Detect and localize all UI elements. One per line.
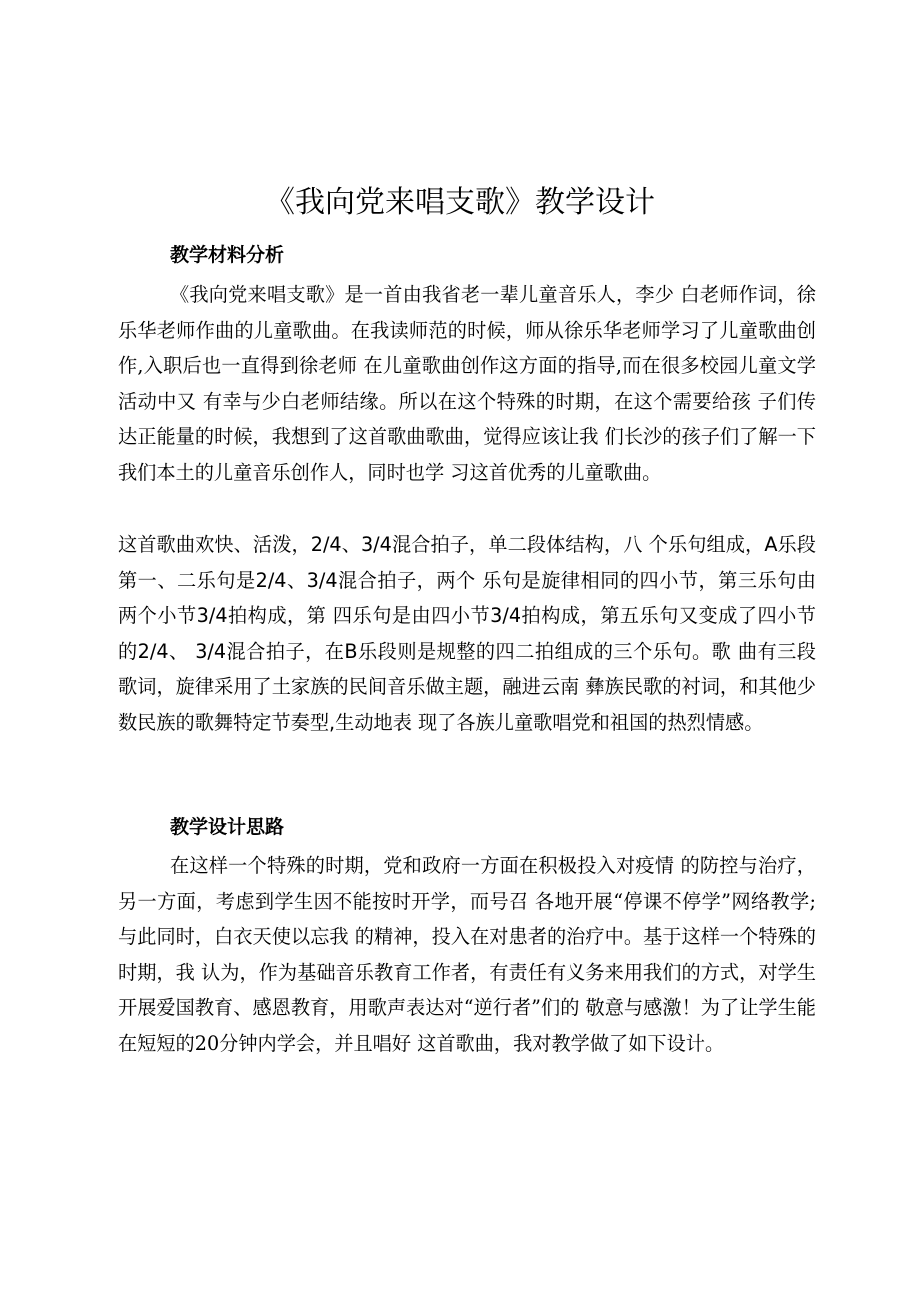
paragraph-design-ideas: 在这样一个特殊的时期，党和政府一方面在积极投入对疫情 的防控与治疗，另一方面，考虑到学生因不能按时开学，而号召 各地开展“停课不停学”网络教学;与此同时，白衣天使以忘我 的精神，投入在对患者的治疗中。基于这样一个特殊的时期，我 认为，作为基础音乐教育工作者，有责任有义务来用我们的方式，对学生开展爱国教育、感恩教育，用歌声表达对“逆行者”们的 敬意与感激！为了让学生能在短短的20分钟内学会，并且唱好 这首歌曲，我对教学做了如下设计。 [118,854,816,1055]
paragraph-song-background: 《我向党来唱支歌》是一首由我省老一辈儿童音乐人，李少 白老师作词，徐乐华老师作曲的儿童歌曲。在我读师范的时候，师从徐乐华老师学习了儿童歌曲创作,入职后也一直得到徐老师 在儿童歌曲创作这方面的指导,而在很多校园儿童文学活动中又 有幸与少白老师结缘。所以在这个特殊的时期，在这个需要给孩 子们传达正能量的时候，我想到了这首歌曲歌曲，觉得应该让我 们长沙的孩子们了解一下我们本土的儿童音乐创作人，同时也学 习这首优秀的儿童歌曲。 [118,283,816,484]
page-title: 《我向党来唱支歌》教学设计 [265,185,655,220]
paragraph-song-structure: 这首歌曲欢快、活泼，2/4、3/4混合拍子，单二段体结构，八 个乐句组成，A乐段第一、二乐句是2/4、3/4混合拍子，两个 乐句是旋律相同的四小节，第三乐句由两个小节3/4拍构成，第 四乐句是由四小节3/4拍构成，第五乐句又变成了四小节的2/4、 3/4混合拍子，在B乐段则是规整的四二拍组成的三个乐句。歌 曲有三段歌词，旋律采用了土家族的民间音乐做主题，融进云南 彝族民歌的衬词，和其他少数民族的歌舞特定节奏型,生动地表 现了各族儿童歌唱党和祖国的热烈情感。 [118,533,816,734]
section-heading-material-analysis: 教学材料分析 [170,244,285,266]
section-heading-design-ideas: 教学设计思路 [170,816,285,838]
